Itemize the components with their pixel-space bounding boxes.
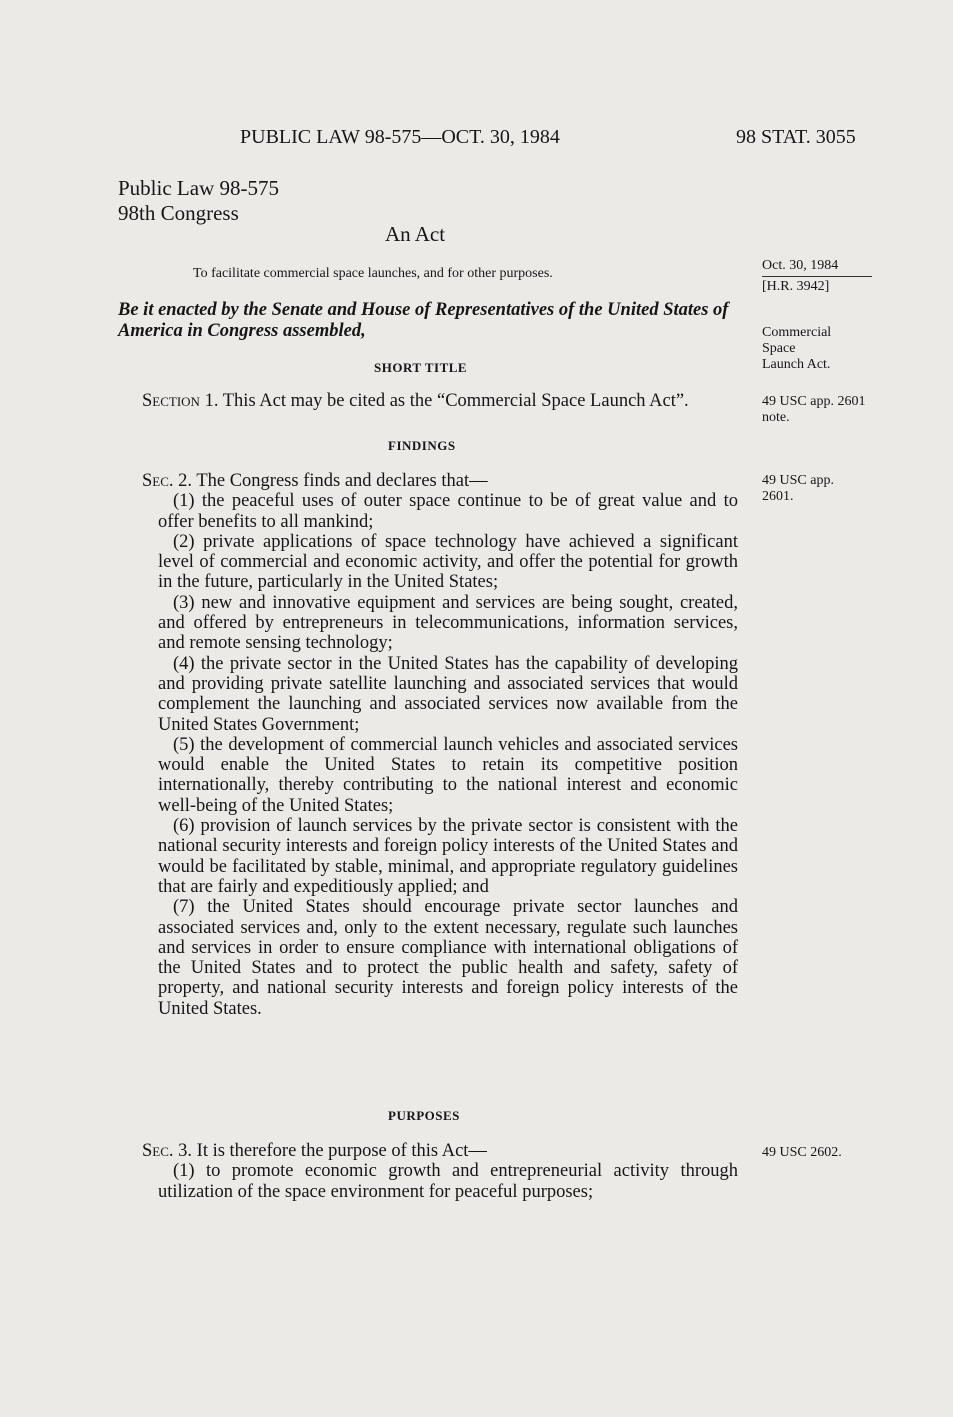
- finding-3: (3) new and innovative equipment and services are being sought, created, and offered by entrepreneurs in telecommunications, information services, and remote sensing technology;: [158, 592, 738, 654]
- heading-short-title: SHORT TITLE: [374, 360, 468, 375]
- margin-usc-3: 49 USC 2602.: [762, 1145, 842, 1160]
- section-3-label: Sec. 3.: [142, 1141, 193, 1161]
- margin-usc-2-line-1: 49 USC app.: [762, 473, 834, 488]
- heading-purposes: PURPOSES: [388, 1108, 460, 1123]
- margin-bill: [H.R. 3942]: [762, 279, 830, 294]
- margin-note-usc-2601: [762, 473, 892, 505]
- finding-1: (1) the peaceful uses of outer space continue to be of great value and to offer benefits to all mankind;: [158, 491, 738, 532]
- section-3-intro: It is therefore the purpose of this Act—: [196, 1141, 487, 1161]
- purpose-1: (1) to promote economic growth and entrepreneurial activity through utilization of the space environment for peaceful purposes;: [158, 1161, 738, 1202]
- finding-6: (6) provision of launch services by the private sector is consistent with the national security interests and foreign policy interests of the United States and would be facilitated by stable, minimal, and appropriate regulatory guidelines that are fairly and expeditiously applied; and: [158, 816, 738, 897]
- margin-short-title-line-2: Space: [762, 341, 796, 356]
- running-header-statute: 98 STAT. 3055: [736, 126, 856, 148]
- margin-usc-1-line-2: note.: [762, 410, 790, 425]
- finding-2: (2) private applications of space technology have achieved a significant level of commercial and economic activity, and offer the potential for growth in the future, particularly in the United States;: [158, 531, 738, 593]
- margin-note-short-title: [762, 325, 892, 373]
- margin-usc-2-line-2: 2601.: [762, 489, 794, 504]
- heading-findings: FINDINGS: [388, 438, 456, 453]
- finding-7: (7) the United States should encourage private sector launches and associated services and, only to the extent necessary, regulate such launches and services in order to ensure compliance with international obligations of the United States and to protect the public health and safety, safety of property, and national security interests and foreign policy interests of the United States.: [158, 897, 738, 1019]
- section-2-intro: The Congress finds and declares that—: [196, 471, 488, 491]
- act-purpose: To facilitate commercial space launches, and for other purposes.: [193, 266, 553, 281]
- margin-date: Oct. 30, 1984: [762, 258, 872, 277]
- margin-short-title-line-1: Commercial: [762, 325, 832, 340]
- margin-note-date: [762, 258, 892, 295]
- congress-number: 98th Congress: [118, 201, 239, 225]
- act-title: An Act: [385, 222, 446, 246]
- margin-short-title-line-3: Launch Act.: [762, 357, 831, 372]
- section-1: [118, 391, 738, 411]
- section-1-text: This Act may be cited as the “Commercial Space Launch Act”.: [222, 391, 689, 411]
- enacting-clause: Be it enacted by the Senate and House of Representatives of the United States of America in Congress assembled,: [118, 300, 729, 341]
- margin-usc-1-line-1: 49 USC app. 2601: [762, 394, 866, 409]
- section-3: [118, 1141, 738, 1202]
- finding-5: (5) the development of commercial launch vehicles and associated services would enable the United States to retain its competitive position internationally, thereby contributing to the national interest and economic well-being of the United States;: [158, 734, 738, 816]
- section-2-label: Sec. 2.: [142, 471, 193, 491]
- running-header-title: PUBLIC LAW 98-575—OCT. 30, 1984: [240, 126, 560, 148]
- finding-4: (4) the private sector in the United States has the capability of developing and providing private satellite launching and associated services that would complement the launching and associated services now available from the United States Government;: [158, 653, 738, 735]
- public-law-number: Public Law 98-575: [118, 176, 279, 200]
- margin-note-usc-2602: [762, 1145, 892, 1161]
- margin-note-usc-2601-note: [762, 394, 892, 426]
- section-2: [118, 471, 738, 1019]
- section-1-label: Section 1.: [142, 391, 219, 411]
